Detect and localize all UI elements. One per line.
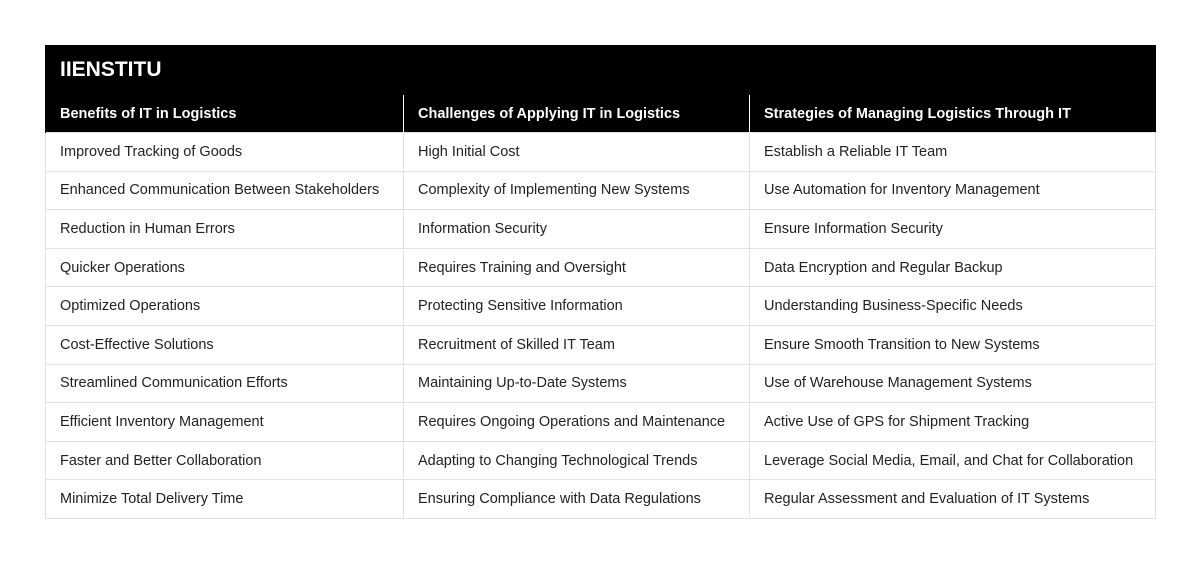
- header-row: [46, 95, 1156, 133]
- table-cell: High Initial Cost: [404, 133, 750, 172]
- title-row: [46, 46, 1156, 95]
- table-cell: Active Use of GPS for Shipment Tracking: [750, 403, 1156, 442]
- header-strategies: Strategies of Managing Logistics Through IT: [750, 95, 1156, 133]
- table-row: [46, 480, 1156, 519]
- table-container: [45, 45, 1155, 519]
- table-cell: Quicker Operations: [46, 248, 404, 287]
- table-cell: Adapting to Changing Technological Trends: [404, 441, 750, 480]
- table-cell: Faster and Better Collaboration: [46, 441, 404, 480]
- table-cell: Cost-Effective Solutions: [46, 325, 404, 364]
- table-cell: Ensure Information Security: [750, 210, 1156, 249]
- table-cell: Protecting Sensitive Information: [404, 287, 750, 326]
- table-cell: Data Encryption and Regular Backup: [750, 248, 1156, 287]
- table-row: [46, 133, 1156, 172]
- table-row: [46, 441, 1156, 480]
- table-row: [46, 287, 1156, 326]
- table-row: [46, 248, 1156, 287]
- table-cell: Establish a Reliable IT Team: [750, 133, 1156, 172]
- table-cell: Efficient Inventory Management: [46, 403, 404, 442]
- table-cell: Streamlined Communication Efforts: [46, 364, 404, 403]
- table-cell: Optimized Operations: [46, 287, 404, 326]
- table-cell: Use Automation for Inventory Management: [750, 171, 1156, 210]
- header-benefits: Benefits of IT in Logistics: [46, 95, 404, 133]
- table-cell: Ensure Smooth Transition to New Systems: [750, 325, 1156, 364]
- table-cell: Leverage Social Media, Email, and Chat for Collaboration: [750, 441, 1156, 480]
- logistics-it-table: [45, 45, 1156, 519]
- table-cell: Improved Tracking of Goods: [46, 133, 404, 172]
- table-cell: Understanding Business-Specific Needs: [750, 287, 1156, 326]
- table-row: [46, 210, 1156, 249]
- table-cell: Information Security: [404, 210, 750, 249]
- table-cell: Maintaining Up-to-Date Systems: [404, 364, 750, 403]
- table-cell: Requires Ongoing Operations and Maintenance: [404, 403, 750, 442]
- table-cell: Ensuring Compliance with Data Regulations: [404, 480, 750, 519]
- table-cell: Enhanced Communication Between Stakeholders: [46, 171, 404, 210]
- table-row: [46, 171, 1156, 210]
- table-row: [46, 325, 1156, 364]
- table-row: [46, 364, 1156, 403]
- table-row: [46, 403, 1156, 442]
- table-cell: Reduction in Human Errors: [46, 210, 404, 249]
- table-cell: Recruitment of Skilled IT Team: [404, 325, 750, 364]
- table-cell: Minimize Total Delivery Time: [46, 480, 404, 519]
- table-cell: Regular Assessment and Evaluation of IT Systems: [750, 480, 1156, 519]
- table-cell: Use of Warehouse Management Systems: [750, 364, 1156, 403]
- table-cell: Requires Training and Oversight: [404, 248, 750, 287]
- table-cell: Complexity of Implementing New Systems: [404, 171, 750, 210]
- table-title: IIENSTITU: [46, 46, 1156, 95]
- header-challenges: Challenges of Applying IT in Logistics: [404, 95, 750, 133]
